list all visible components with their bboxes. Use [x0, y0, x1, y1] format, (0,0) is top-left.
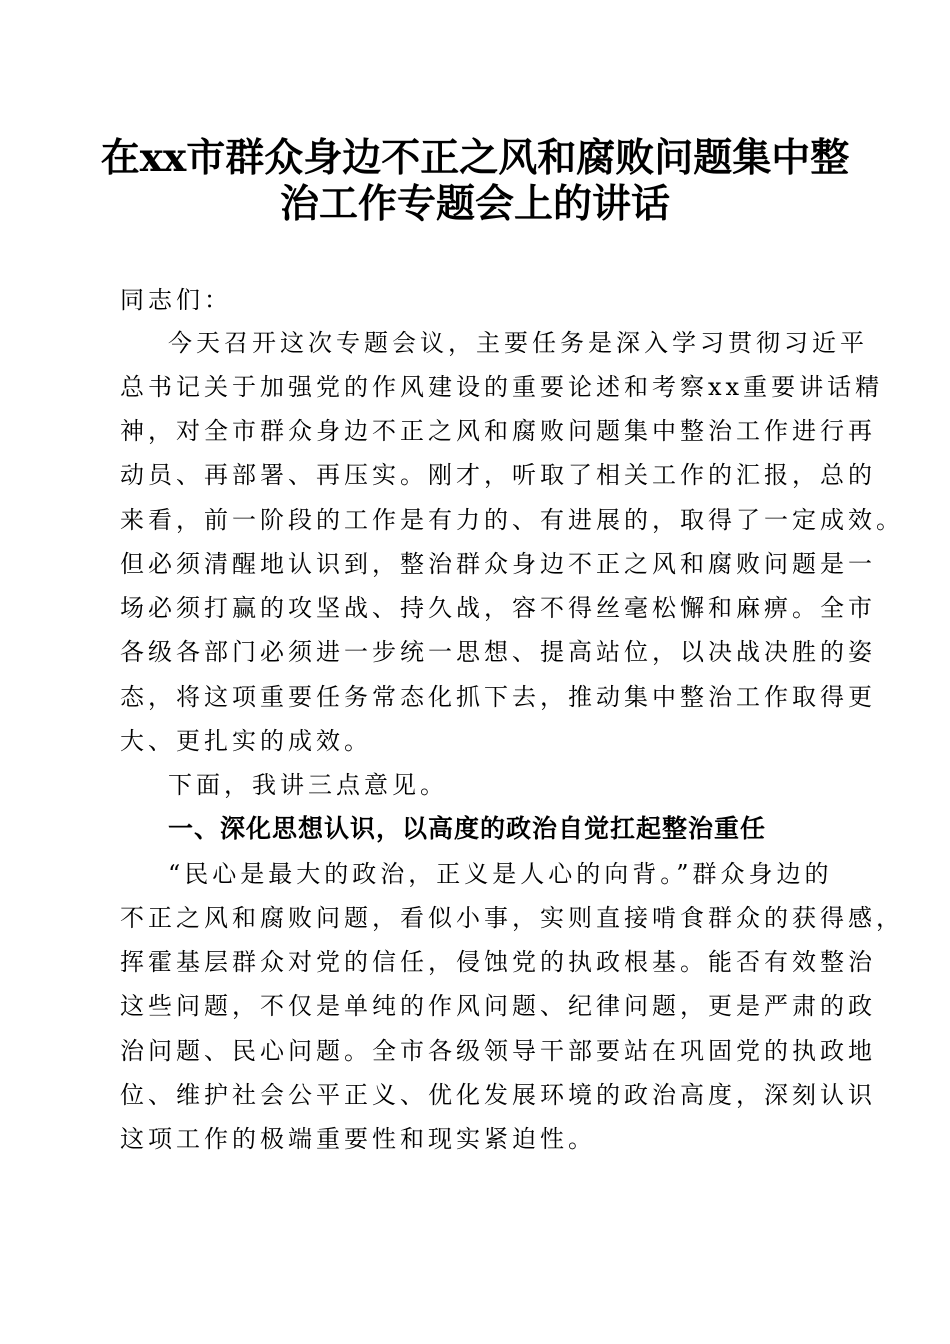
paragraph-1-line: 各级各部门必须进一步统一思想、提高站位，以决战决胜的姿 [120, 638, 876, 666]
document-title-line-2: 治工作专题会上的讲话 [279, 181, 670, 227]
paragraph-1-line: 场必须打赢的攻坚战、持久战，容不得丝毫松懈和麻痹。全市 [120, 594, 876, 622]
paragraph-1-line: 动员、再部署、再压实。刚才，听取了相关工作的汇报，总的 [120, 461, 876, 489]
paragraph-1-line: 态，将这项重要任务常态化抓下去，推动集中整治工作取得更 [120, 683, 876, 711]
paragraph-2: 下面，我讲三点意见。 [168, 771, 448, 799]
paragraph-1-line: 但必须清醒地认识到，整治群众身边不正之风和腐败问题是一 [120, 550, 876, 578]
paragraph-3-line: 不正之风和腐败问题，看似小事，实则直接啃食群众的获得感， [120, 904, 904, 932]
paragraph-3-line: 挥霍基层群众对党的信任，侵蚀党的执政根基。能否有效整治 [120, 948, 876, 976]
paragraph-3-line: 位、维护社会公平正义、优化发展环境的政治高度，深刻认识 [120, 1081, 876, 1109]
paragraph-3-line: 这项工作的极端重要性和现实紧迫性。 [120, 1125, 596, 1153]
paragraph-3-line: 这些问题，不仅是单纯的作风问题、纪律问题，更是严肃的政 [120, 992, 876, 1020]
section-heading-1: 一、深化思想认识，以高度的政治自觉扛起整治重任 [168, 814, 767, 843]
paragraph-1-line: 神，对全市群众身边不正之风和腐败问题集中整治工作进行再 [120, 417, 876, 445]
paragraph-1-line: 大、更扎实的成效。 [120, 727, 372, 755]
salutation: 同志们： [120, 286, 232, 314]
paragraph-3-line: “民心是最大的政治，正义是人心的向背。”群众身边的 [168, 860, 833, 888]
paragraph-1-line: 总书记关于加强党的作风建设的重要论述和考察xx重要讲话精 [120, 373, 884, 401]
paragraph-1-line: 来看，前一阶段的工作是有力的、有进展的，取得了一定成效。 [120, 506, 904, 534]
document-title-line-1: 在xx市群众身边不正之风和腐败问题集中整 [100, 135, 850, 181]
paragraph-1-line: 今天召开这次专题会议，主要任务是深入学习贯彻习近平 [168, 329, 868, 357]
paragraph-3-line: 治问题、民心问题。全市各级领导干部要站在巩固党的执政地 [120, 1037, 876, 1065]
